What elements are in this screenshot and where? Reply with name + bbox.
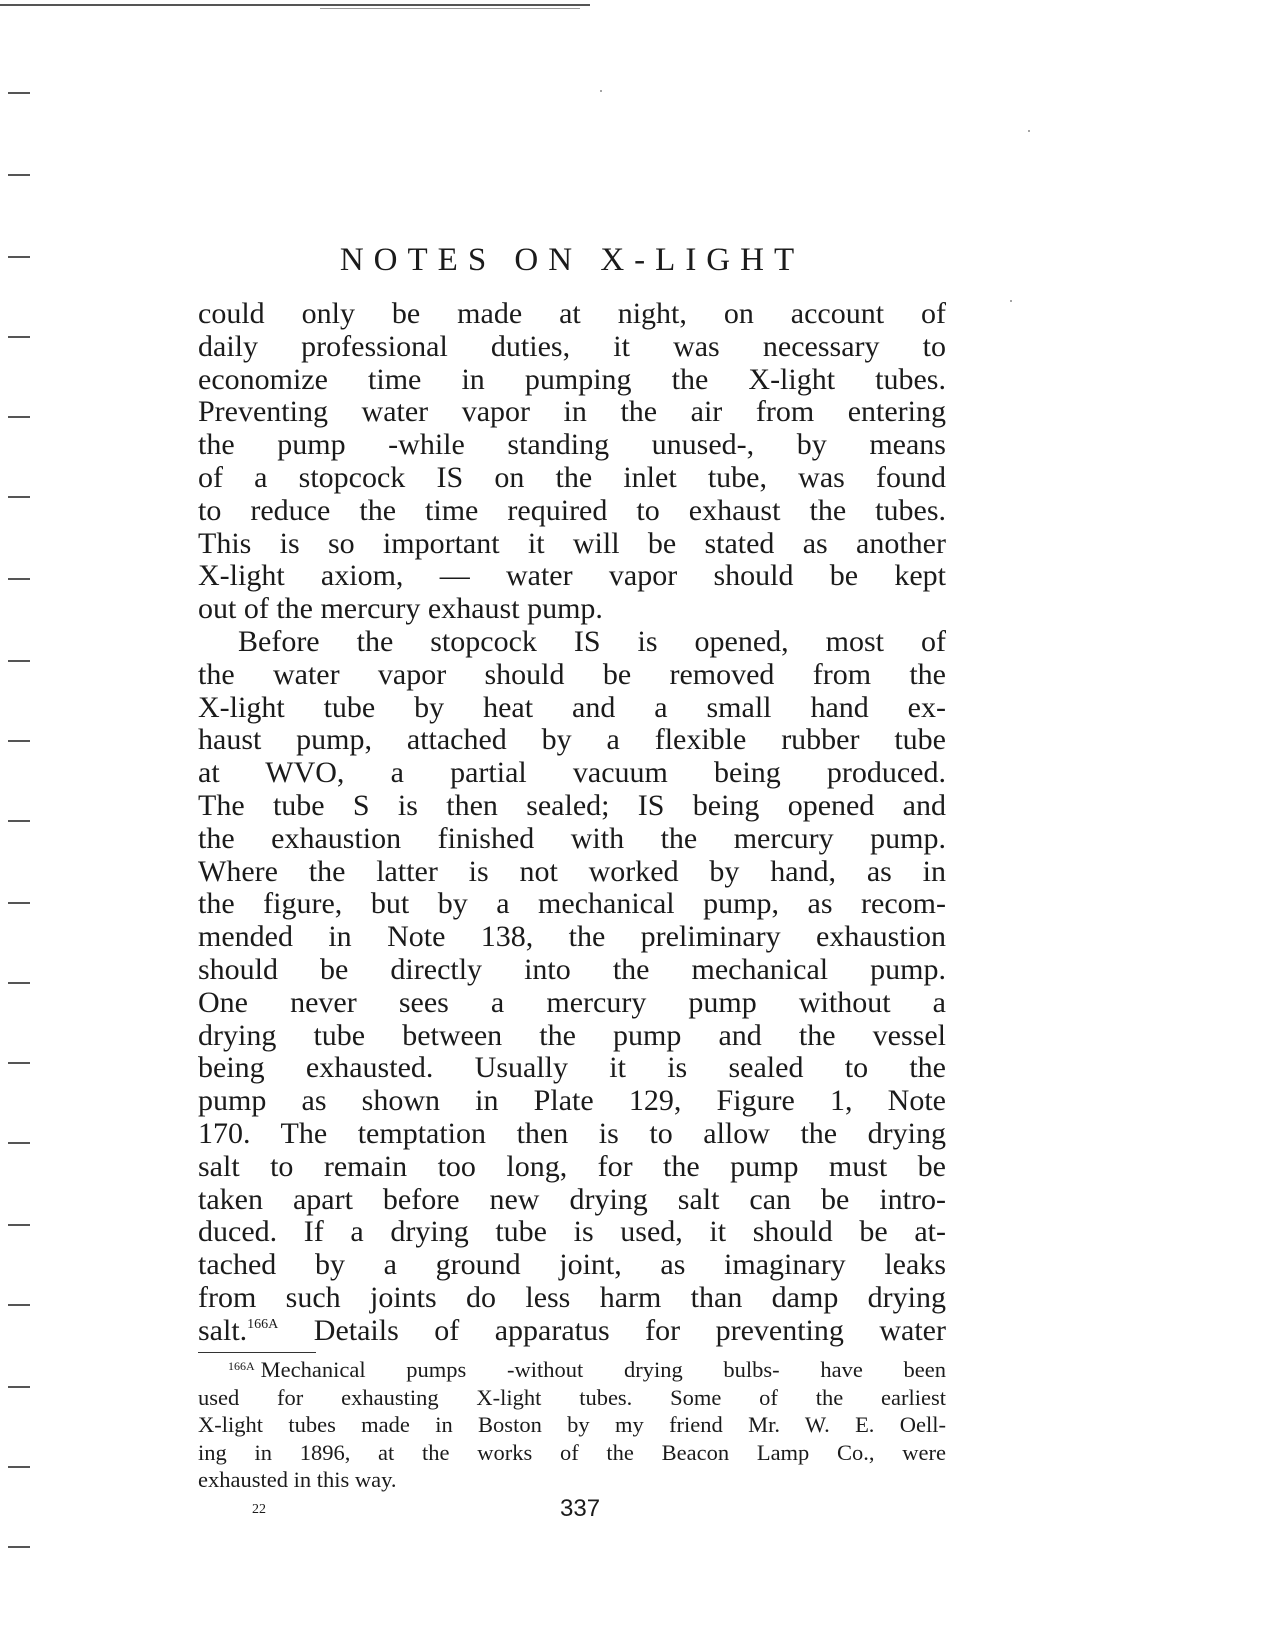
- footnote-line: [198, 1356, 946, 1384]
- margin-tick: [8, 174, 30, 176]
- scan-top-rule: [0, 4, 590, 6]
- footnote: [198, 1356, 946, 1494]
- scan-speck: [1028, 130, 1030, 132]
- text-line: the water vapor should be removed from the: [198, 657, 946, 691]
- text-line: Preventing water vapor in the air from entering: [198, 395, 946, 429]
- footnote-line: X-light tubes made in Boston by my friend Mr. W. E. Oell-: [198, 1412, 946, 1437]
- text-line: X-light axiom, — water vapor should be kept: [198, 559, 946, 593]
- text-line: to reduce the time required to exhaust the tubes.: [198, 493, 946, 527]
- body-text: [198, 298, 946, 1348]
- margin-tick: [8, 982, 30, 984]
- text-line: Where the latter is not worked by hand, as in: [198, 854, 946, 888]
- text-line: taken apart before new drying salt can be intro-: [198, 1182, 946, 1216]
- text-line: tached by a ground joint, as imaginary leaks: [198, 1248, 946, 1282]
- page-number: 337: [560, 1495, 601, 1522]
- text-line: the figure, but by a mechanical pump, as recom-: [198, 887, 946, 921]
- text-line: out of the mercury exhaust pump.: [198, 592, 603, 626]
- text-line: 170. The temptation then is to allow the drying: [198, 1116, 946, 1150]
- margin-tick: [8, 820, 30, 822]
- text-fragment: Details of apparatus for preventing water: [278, 1313, 946, 1347]
- text-line: One never sees a mercury pump without a: [198, 985, 946, 1019]
- margin-tick: [8, 1546, 30, 1548]
- paragraph-2: [198, 626, 946, 1348]
- margin-tick: [8, 336, 30, 338]
- text-line: daily professional duties, it was necessary to: [198, 329, 946, 363]
- text-line: X-light tube by heat and a small hand ex-: [198, 690, 946, 724]
- margin-tick: [8, 660, 30, 662]
- margin-tick: [8, 902, 30, 904]
- text-line: duced. If a drying tube is used, it should be at-: [198, 1215, 946, 1249]
- text-line: Before the stopcock IS is opened, most of: [238, 624, 946, 658]
- margin-tick: [8, 1304, 30, 1306]
- margin-tick: [8, 1386, 30, 1388]
- text-line: of a stopcock IS on the inlet tube, was found: [198, 460, 946, 494]
- footnote-text: Mechanical pumps -without drying bulbs- have been: [260, 1357, 946, 1382]
- text-line: The tube S is then sealed; IS being opened and: [198, 788, 946, 822]
- footnote-line: ing in 1896, at the works of the Beacon Lamp Co., were: [198, 1439, 946, 1465]
- text-line: being exhausted. Usually it is sealed to the: [198, 1051, 946, 1085]
- text-fragment: salt.: [198, 1313, 248, 1347]
- footnote-reference[interactable]: 166A: [247, 1316, 279, 1332]
- margin-tick: [8, 256, 30, 258]
- scan-top-rule-faint: [320, 8, 580, 9]
- text-line: the exhaustion finished with the mercury pump.: [198, 821, 946, 855]
- text-line: from such joints do less harm than damp drying: [198, 1280, 946, 1314]
- footnote-line: used for exhausting X-light tubes. Some of the earliest: [198, 1384, 946, 1410]
- text-line: salt to remain too long, for the pump must be: [198, 1149, 946, 1183]
- text-line-with-footnote-ref: [198, 1315, 946, 1348]
- footnote-rule: [198, 1352, 316, 1353]
- margin-tick: [8, 496, 30, 498]
- text-line: should be directly into the mechanical pump.: [198, 952, 946, 986]
- signature-mark: 22: [252, 1502, 266, 1517]
- footnote-marker: 166A: [228, 1359, 255, 1373]
- text-line: at WVO, a partial vacuum being produced.: [198, 756, 946, 790]
- margin-tick: [8, 1062, 30, 1064]
- text-line: pump as shown in Plate 129, Figure 1, Note: [198, 1084, 946, 1118]
- text-line: economize time in pumping the X-light tubes.: [198, 362, 946, 396]
- scan-speck: [1010, 300, 1012, 302]
- text-line: This is so important it will be stated as another: [198, 526, 946, 560]
- text-line: the pump -while standing unused-, by means: [198, 428, 946, 462]
- margin-tick: [8, 1466, 30, 1468]
- running-head: NOTES ON X-LIGHT: [339, 242, 805, 278]
- footnote-line: exhausted in this way.: [198, 1467, 397, 1492]
- text-line: mended in Note 138, the preliminary exhaustion: [198, 920, 946, 954]
- scan-speck: [600, 90, 602, 92]
- margin-tick: [8, 1224, 30, 1226]
- margin-tick: [8, 416, 30, 418]
- text-line: drying tube between the pump and the vessel: [198, 1018, 946, 1052]
- text-line: haust pump, attached by a flexible rubber tube: [198, 723, 946, 757]
- margin-tick: [8, 740, 30, 742]
- margin-tick: [8, 92, 30, 94]
- margin-tick: [8, 1142, 30, 1144]
- paragraph-1: [198, 298, 946, 626]
- text-line: could only be made at night, on account of: [198, 297, 946, 330]
- margin-tick: [8, 578, 30, 580]
